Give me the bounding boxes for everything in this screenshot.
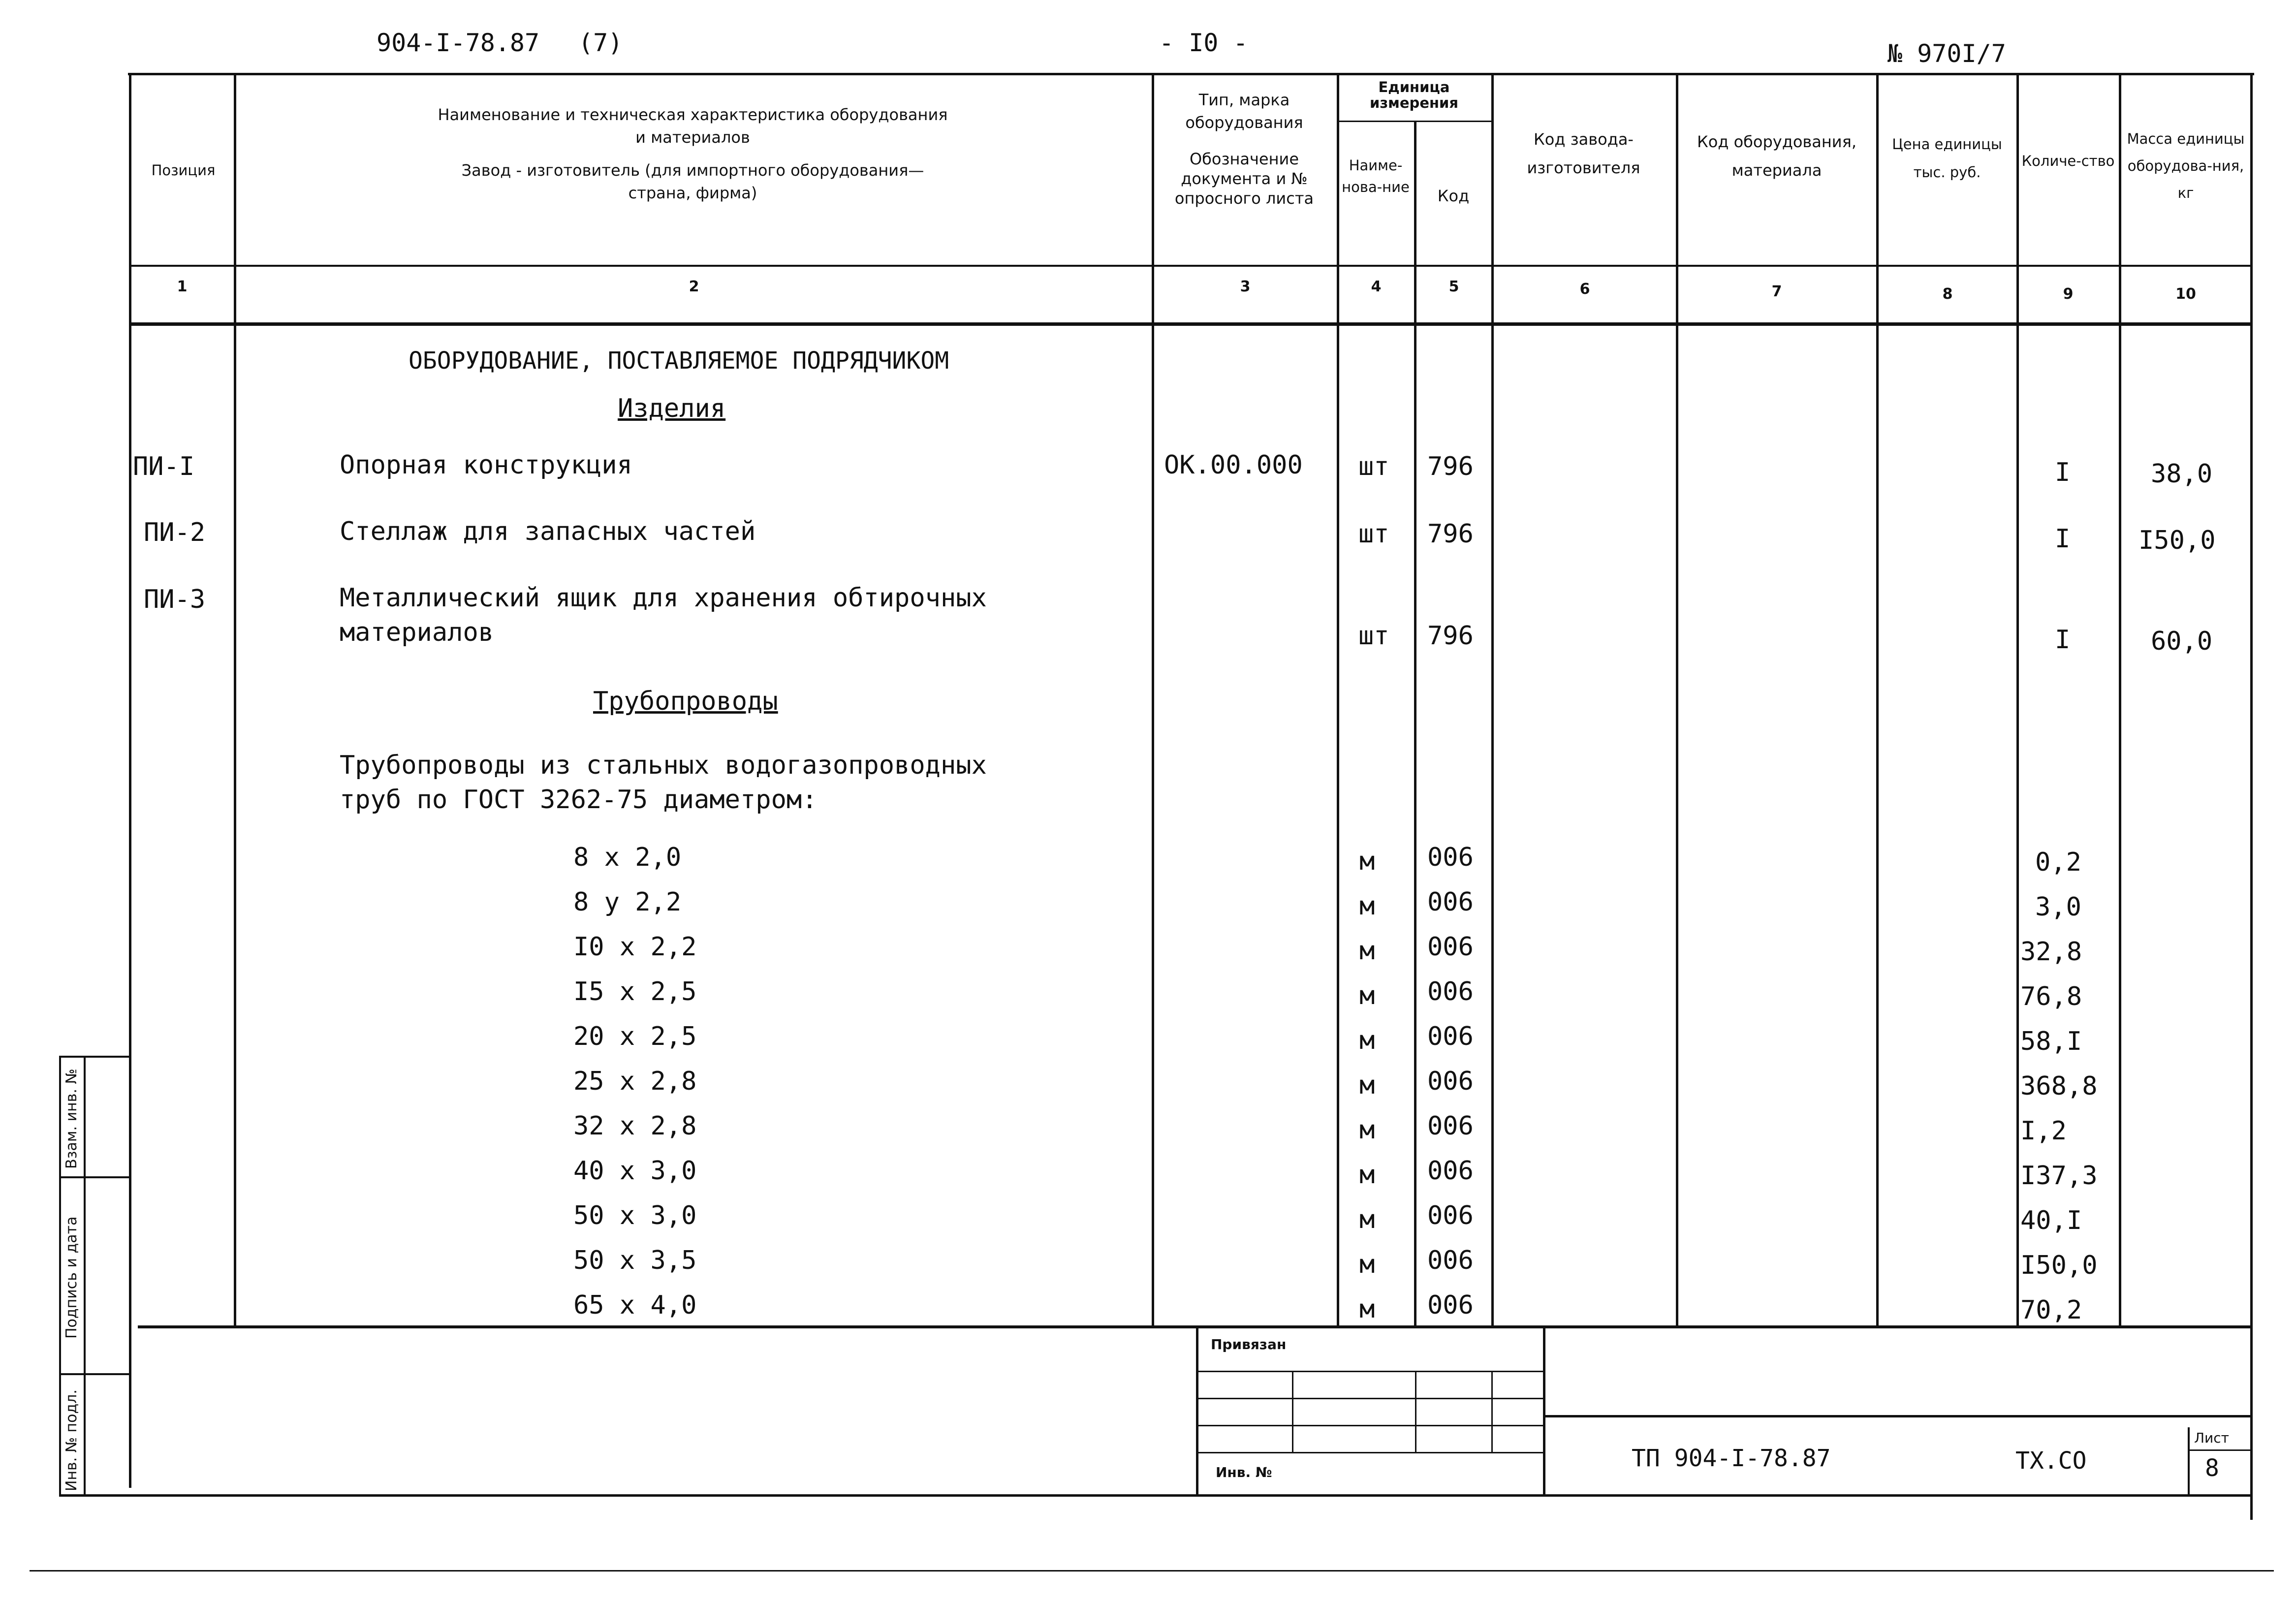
col-num: 2 (689, 278, 699, 295)
col-divider-9 (2119, 73, 2121, 1328)
page-number: - I0 - (1159, 29, 1248, 57)
stamp-left (1196, 1325, 1198, 1495)
side-replace-inv: Взам. инв. № (63, 1069, 80, 1169)
pipe-unit: м (1359, 1250, 1375, 1279)
pipe-qty: 58,I (2020, 1027, 2082, 1056)
pipe-code: 006 (1427, 843, 1474, 872)
pipe-unit: м (1359, 1294, 1375, 1324)
sheet-label: Лист (2194, 1430, 2229, 1446)
pipe-code: 006 (1427, 1156, 1474, 1186)
pipe-qty: 3,0 (2035, 892, 2081, 922)
pipe-unit: м (1359, 847, 1375, 876)
item-position: ПИ-I (133, 452, 195, 481)
col-num: 10 (2175, 285, 2196, 303)
item-mass: 60,0 (2151, 627, 2213, 656)
col-header-unit: Единица измерения (1370, 79, 1458, 111)
sheet-number: 8 (2205, 1454, 2219, 1482)
numbers-line (129, 322, 2250, 326)
item-qty: I (2055, 524, 2071, 554)
col-num: 7 (1771, 283, 1782, 300)
item-code: 796 (1427, 621, 1474, 651)
unit-group-line (1337, 121, 1491, 122)
frame-bottom (59, 1494, 2253, 1497)
pipes-description: труб по ГОСТ 3262-75 диаметром: (340, 785, 818, 815)
item-type: ОК.00.000 (1164, 450, 1303, 480)
pipe-code: 006 (1427, 932, 1474, 962)
sheet-box-line (2188, 1449, 2250, 1451)
col-divider-3 (1337, 73, 1339, 1328)
col-header-price: Цена единицы тыс. руб. (1892, 136, 2002, 181)
side-frame (59, 1056, 61, 1496)
col-divider-4 (1414, 121, 1416, 1328)
col-header-plant-code: Код завода-изготовителя (1527, 130, 1640, 177)
pipe-unit: м (1359, 1115, 1375, 1145)
col-header-type: Тип, марка оборудования Обозначение документа и № опросного листа (1174, 91, 1314, 208)
item-mass: I50,0 (2139, 526, 2216, 555)
pipe-code: 006 (1427, 1111, 1474, 1141)
pipe-code: 006 (1427, 1290, 1474, 1320)
side-frame (59, 1056, 129, 1058)
item-position: ПИ-2 (144, 518, 206, 547)
stamp-right (1543, 1325, 1545, 1495)
pipe-unit: м (1359, 1160, 1375, 1190)
col-num: 4 (1371, 278, 1382, 295)
col-header-unit-name: Наиме-нова-ние (1342, 157, 1410, 195)
pipe-qty: 40,I (2020, 1206, 2082, 1235)
item-qty: I (2055, 625, 2071, 655)
pipe-unit: м (1359, 1205, 1375, 1234)
stamp-bound-label: Привязан (1211, 1336, 1287, 1352)
frame-right (2250, 73, 2253, 1520)
item-mass: 38,0 (2151, 459, 2213, 489)
doc-part: (7) (578, 29, 623, 57)
pipe-code: 006 (1427, 1022, 1474, 1051)
pipe-qty: I37,3 (2020, 1161, 2098, 1191)
stamp-line (1415, 1371, 1416, 1452)
item-name-cont: материалов (340, 618, 494, 647)
pipe-qty: 32,8 (2020, 937, 2082, 967)
item-code: 796 (1427, 452, 1474, 481)
col-header-unit-code: Код (1437, 187, 1470, 205)
pipe-unit: м (1359, 1070, 1375, 1100)
pipes-description: Трубопроводы из стальных водогазопроводных (340, 751, 987, 780)
pipe-unit: м (1359, 1026, 1375, 1055)
pipe-size: 40 x 3,0 (573, 1156, 697, 1186)
col-divider-7 (1876, 73, 1879, 1328)
doc-block-line (1543, 1415, 2250, 1417)
col-divider-8 (2016, 73, 2019, 1328)
stamp-line (1491, 1371, 1493, 1452)
doc-number: ТП 904-I-78.87 (1632, 1445, 1831, 1472)
pipe-size: 20 x 2,5 (573, 1022, 697, 1051)
pipe-size: I5 x 2,5 (573, 977, 697, 1006)
pipe-size: 8 y 2,2 (573, 887, 682, 917)
pipe-size: 50 x 3,0 (573, 1201, 697, 1230)
col-divider-1 (234, 73, 236, 1328)
pipe-code: 006 (1427, 1246, 1474, 1275)
pipe-qty: 368,8 (2020, 1071, 2098, 1101)
item-unit: шт (1358, 519, 1389, 549)
item-name: Металлический ящик для хранения обтирочных (340, 583, 987, 613)
stamp-line (1196, 1452, 1543, 1453)
sheet-edge (30, 1570, 2274, 1572)
pipe-code: 006 (1427, 887, 1474, 917)
pipe-size: 25 x 2,8 (573, 1067, 697, 1096)
col-num: 1 (177, 278, 188, 295)
item-unit: шт (1358, 621, 1389, 651)
pipe-code: 006 (1427, 1067, 1474, 1096)
item-name: Стеллаж для запасных частей (340, 517, 756, 546)
pipe-unit: м (1359, 936, 1375, 966)
col-header-name: Наименование и техническая характеристика оборудования и материалов Завод - изготовитель (для импортного оборудования— страна, фирма) (438, 105, 948, 203)
subsection-pipes: Трубопроводы (593, 687, 778, 716)
col-divider-5 (1491, 73, 1494, 1328)
side-orig-inv: Инв. № подл. (63, 1389, 80, 1491)
doc-code: 904-I-78.87 (377, 29, 540, 57)
col-header-qty: Количе-ство (2021, 153, 2115, 169)
pipe-code: 006 (1427, 1201, 1474, 1230)
side-frame (59, 1373, 129, 1375)
pipe-size: 8 x 2,0 (573, 843, 682, 872)
pipe-size: 65 x 4,0 (573, 1290, 697, 1320)
register-number: № 970I/7 (1887, 39, 2006, 68)
title-block-top (138, 1325, 2250, 1328)
stamp-inv-label: Инв. № (1216, 1464, 1272, 1480)
pipe-code: 006 (1427, 977, 1474, 1006)
item-position: ПИ-3 (144, 585, 206, 614)
pipe-qty: I50,0 (2020, 1251, 2098, 1280)
col-divider-2 (1152, 73, 1154, 1328)
header-line (129, 265, 2250, 267)
side-sign-date: Подпись и дата (63, 1216, 80, 1339)
pipe-size: I0 x 2,2 (573, 932, 697, 962)
col-num: 9 (2063, 285, 2074, 303)
stamp-line (1292, 1371, 1293, 1452)
col-num: 6 (1579, 281, 1590, 298)
pipe-qty: 76,8 (2020, 982, 2082, 1011)
pipe-qty: 70,2 (2020, 1295, 2082, 1325)
pipe-qty: I,2 (2020, 1116, 2067, 1146)
frame-top (128, 73, 2254, 75)
col-header-mass: Масса единицы оборудова-ния, кг (2127, 130, 2245, 202)
item-unit: шт (1358, 452, 1389, 481)
pipe-qty: 0,2 (2035, 848, 2081, 877)
pipe-unit: м (1359, 981, 1375, 1010)
pipe-size: 50 x 3,5 (573, 1246, 697, 1275)
item-name: Опорная конструкция (340, 450, 632, 480)
col-num: 5 (1448, 278, 1459, 295)
item-code: 796 (1427, 519, 1474, 549)
subsection-products: Изделия (618, 394, 726, 423)
item-qty: I (2055, 458, 2071, 487)
section-title: ОБОРУДОВАНИЕ, ПОСТАВЛЯЕМОЕ ПОДРЯДЧИКОМ (409, 347, 949, 375)
col-divider-6 (1676, 73, 1678, 1328)
col-num: 8 (1942, 285, 1953, 303)
col-num: 3 (1240, 278, 1251, 295)
pipe-size: 32 x 2,8 (573, 1111, 697, 1141)
doc-mark: ТХ.СО (2015, 1447, 2087, 1475)
side-frame (84, 1056, 86, 1496)
sheet-box-left (2188, 1427, 2190, 1496)
pipe-unit: м (1359, 891, 1375, 921)
side-frame (59, 1176, 129, 1178)
col-header-equip-code: Код оборудования, материала (1697, 132, 1857, 180)
col-header-position: Позиция (151, 162, 216, 179)
